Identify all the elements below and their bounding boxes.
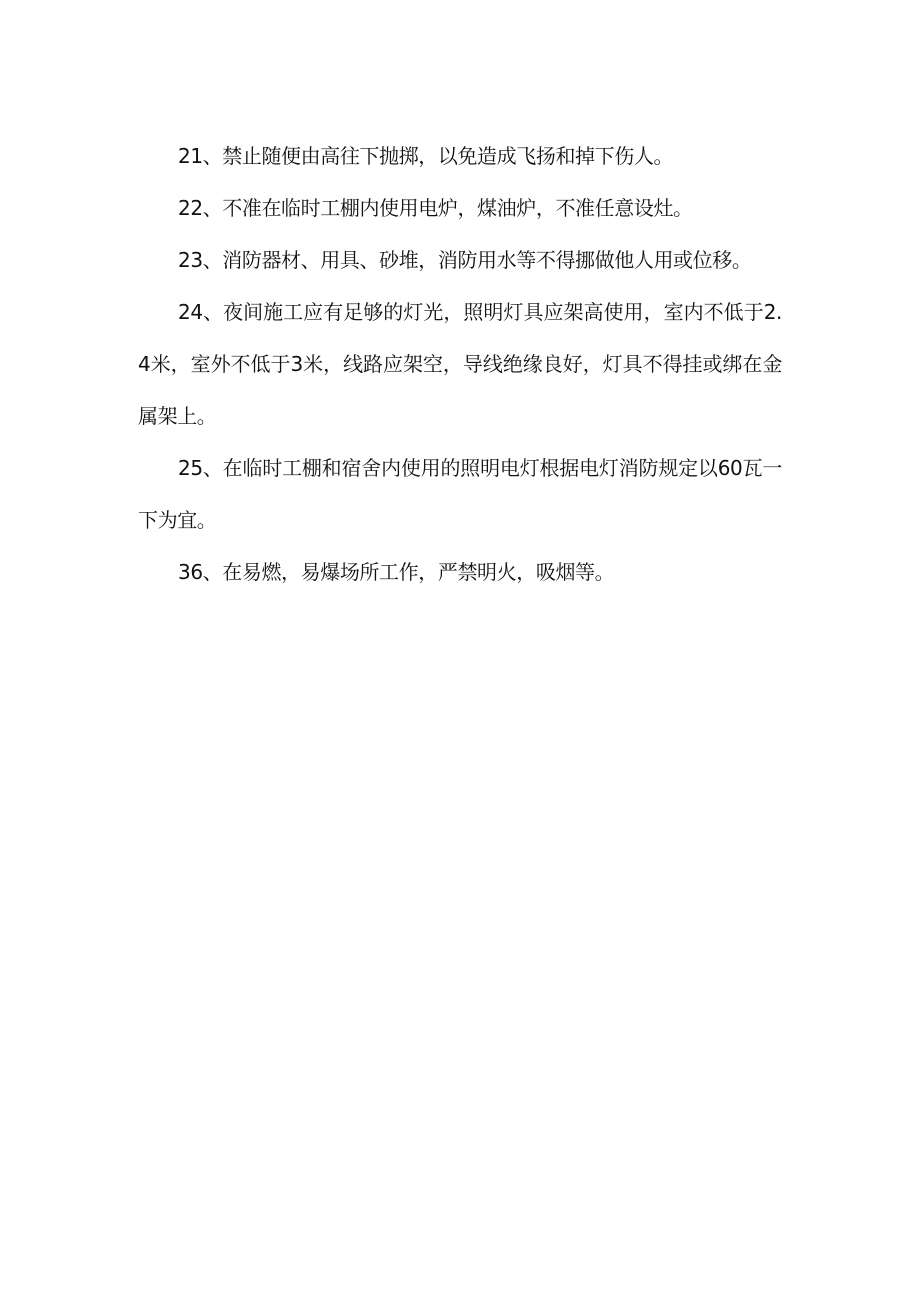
paragraph-36: 36、在易燃，易爆场所工作，严禁明火，吸烟等。 [178, 560, 615, 584]
paragraph-24: 24、夜间施工应有足够的灯光，照明灯具应架高使用，室内不低于2.4米，室外不低于3米，线路应架空，导线绝缘良好，灯具不得挂或绑在金属架上。 [138, 300, 782, 428]
paragraph-25: 25、在临时工棚和宿舍内使用的照明电灯根据电灯消防规定以60瓦一下为宜。 [138, 456, 782, 532]
paragraph-21: 21、禁止随便由高往下抛掷，以免造成飞扬和掉下伤人。 [178, 144, 674, 168]
paragraph-23: 23、消防器材、用具、砂堆，消防用水等不得挪做他人用或位移。 [178, 248, 752, 272]
document-body [138, 130, 782, 598]
paragraph-22: 22、不准在临时工棚内使用电炉，煤油炉，不准任意设灶。 [178, 196, 693, 220]
